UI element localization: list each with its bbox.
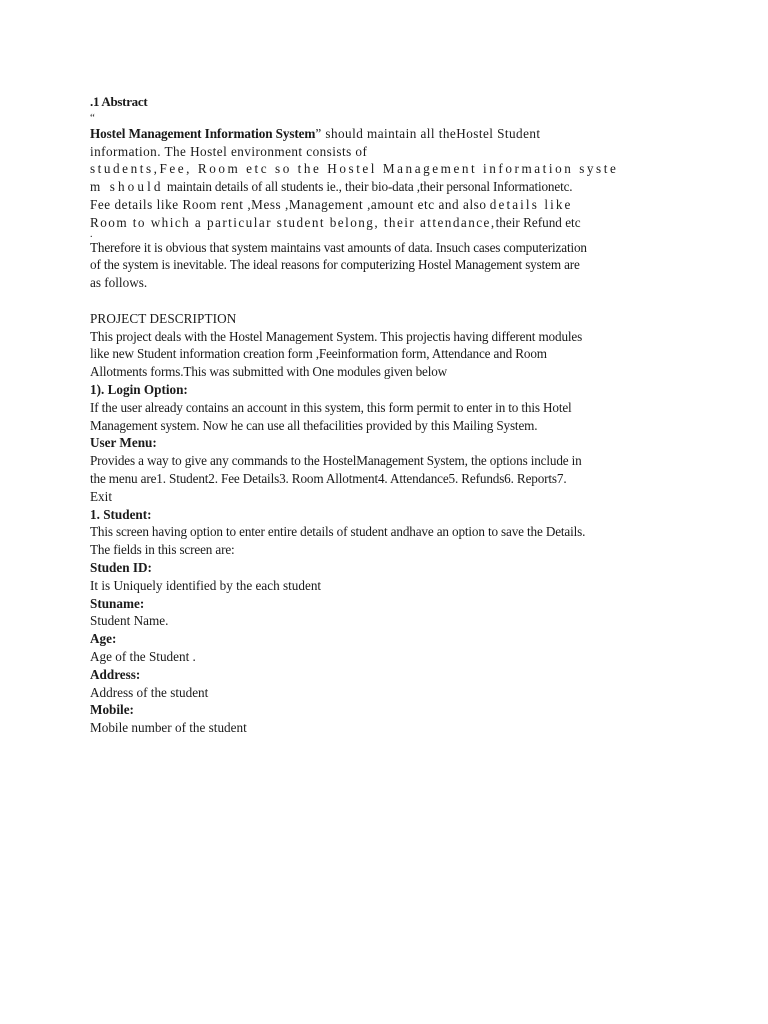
login-heading: 1). Login Option:	[90, 381, 188, 397]
field-desc-address: Address of the student	[90, 684, 209, 700]
abstract-line-1-rest: ” should maintain all theHostel Student	[315, 125, 541, 141]
project-line-1: This project deals with the Hostel Management System. This projectis having different modules	[90, 328, 583, 344]
student-heading: 1. Student:	[90, 506, 152, 522]
abstract-line-3	[90, 160, 690, 178]
abstract-line-7: .	[90, 228, 93, 240]
abstract-line-4	[90, 178, 690, 196]
login-line-1: If the user already contains an account in this system, this form permit to enter in to this Hotel	[90, 399, 572, 415]
field-desc-age: Age of the Student .	[90, 648, 196, 664]
user-menu-heading: User Menu:	[90, 435, 157, 451]
field-desc-student-id: It is Uniquely identified by the each student	[90, 577, 322, 593]
abstract-quote-mark: “	[90, 111, 95, 124]
field-desc-mobile: Mobile number of the student	[90, 720, 247, 736]
abstract-line-6-b: their Refund etc	[495, 214, 581, 230]
therefore-line-2: of the system is inevitable. The ideal reasons for computerizing Hostel Management system are	[90, 257, 580, 273]
abstract-heading: .1 Abstract	[90, 94, 148, 109]
project-heading: PROJECT DESCRIPTION	[90, 310, 237, 326]
abstract-line-5-a: Fee details like Room rent ,Mess ,Management ,amount etc and also	[90, 196, 487, 212]
abstract-line-1	[90, 125, 690, 143]
spacer	[90, 292, 690, 310]
field-label-stuname: Stuname:	[90, 595, 145, 611]
abstract-line-5-b: details like	[489, 196, 573, 212]
login-line-2: Management system. Now he can use all thefacilities provided by this Mailing System.	[90, 417, 538, 433]
project-line-3: Allotments forms.This was submitted with One modules given below	[90, 364, 448, 380]
abstract-line-6-a: Room to which a particular student belong, their attendance,	[90, 214, 496, 230]
project-line-2: like new Student information creation form ,Feeinformation form, Attendance and Room	[90, 346, 547, 362]
abstract-title: Hostel Management Information System	[90, 125, 316, 141]
abstract-line-4-rest: maintain details of all students ie., their bio-data ,their personal Informationetc.	[166, 179, 573, 195]
abstract-line-2: information. The Hostel environment consists of	[90, 143, 368, 159]
therefore-line-1: Therefore it is obvious that system maintains vast amounts of data. Insuch cases computerization	[90, 239, 587, 255]
field-label-age: Age:	[90, 631, 117, 647]
document-page	[90, 93, 690, 737]
therefore-line-3: as follows.	[90, 275, 148, 291]
user-menu-line-2: the menu are1. Student2. Fee Details3. Room Allotment4. Attendance5. Refunds6. Reports7.	[90, 470, 567, 486]
user-menu-line-1: Provides a way to give any commands to the HostelManagement System, the options include in	[90, 453, 582, 469]
user-menu-line-3: Exit	[90, 488, 112, 504]
abstract-line-3-text: students,Fee, Room etc so the Hostel Management information syste	[90, 161, 619, 177]
student-line-2: The fields in this screen are:	[90, 542, 235, 558]
field-label-student-id: Studen ID:	[90, 559, 152, 575]
student-line-1: This screen having option to enter entire details of student andhave an option to save the Details.	[90, 524, 586, 540]
field-label-address: Address:	[90, 666, 141, 682]
abstract-line-4-spaced: m should	[90, 179, 164, 195]
field-desc-stuname: Student Name.	[90, 613, 169, 629]
field-label-mobile: Mobile:	[90, 702, 134, 718]
abstract-line-5	[90, 196, 690, 214]
